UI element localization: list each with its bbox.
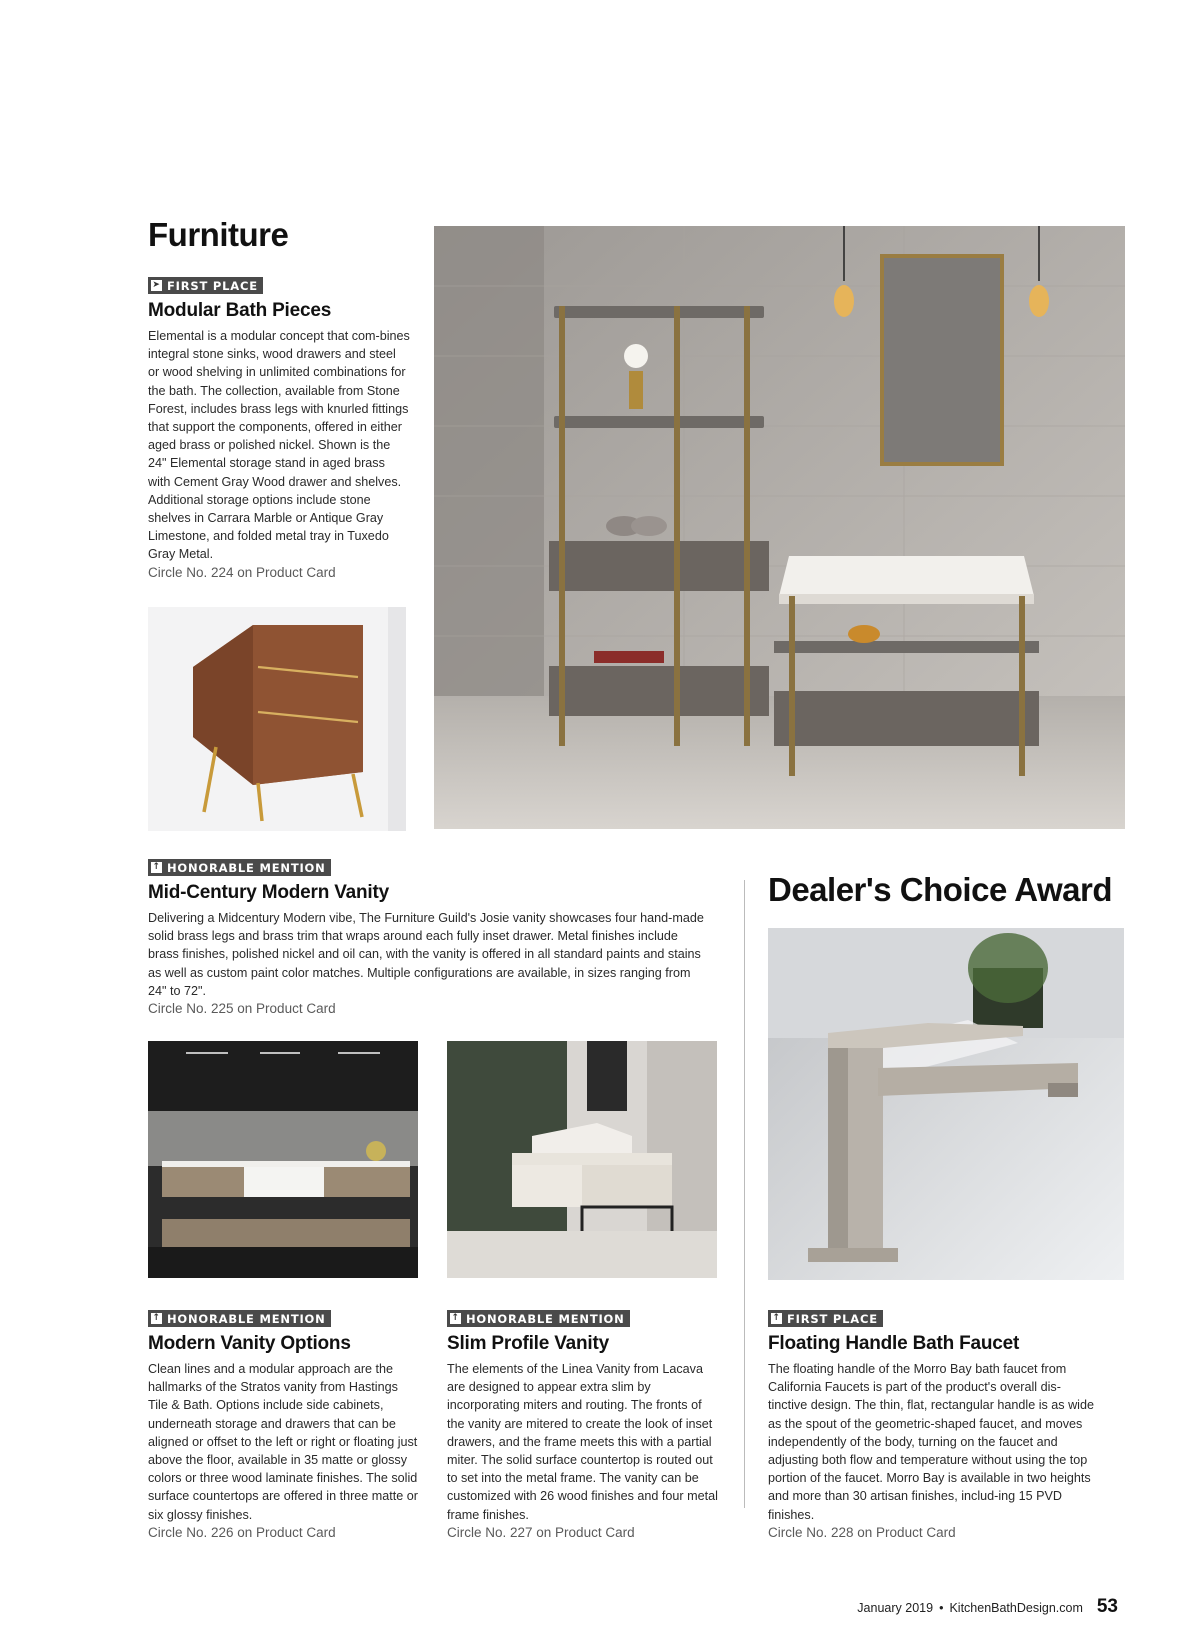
section-title-dealers-choice: Dealer's Choice Award [768, 871, 1112, 908]
josie-vanity-photo [148, 607, 406, 831]
arrow-up-icon: ↑ [152, 862, 161, 872]
badge-label: FIRST PLACE [167, 278, 258, 293]
item-body: Elemental is a modular concept that com-bines integral stone sinks, wood drawers and steel or wood shelving in unlimited combinations for the bath. The collection, available from Stone Forest, includes brass legs with knurled fittings that support the components, offered in either aged brass or polished nickel. Shown is the 24" Elemental storage stand in aged brass with Cement Gray Wood drawer and shelves. Additional storage options include stone shelves in Carrara Marble or Antique Gray Limestone, and folded metal tray in Tuxedo Gray Metal. [148, 329, 410, 562]
honorable-mention-badge [447, 1310, 630, 1327]
footer-separator: • [939, 1601, 944, 1615]
morro-bay-faucet-photo [768, 928, 1124, 1280]
item-body: Delivering a Midcentury Modern vibe, The Furniture Guild's Josie vanity showcases four hand-made solid brass legs and brass trim that wraps around each fully inset drawer. Metal finishes include brass finishes, polished nickel and oil can, with the vanity is offered in all standard paints and stains as well as custom paint color matches. Multiple configurations are available, in sizes ranging from 24" to 72". [148, 911, 704, 998]
footer-site: KitchenBathDesign.com [949, 1601, 1083, 1615]
honorable-mention-badge [148, 1310, 331, 1327]
item-body: The floating handle of the Morro Bay bath faucet from California Faucets is part of the product's overall dis-tinctive design. The thin, flat, rectangular handle is as wide as the spout of the geometric-shaped faucet, and moves independently of the body, turning on the faucet and adjusting both flow and temperature without using the top portion of the faucet. Morro Bay is available in two heights and more than 30 artisan finishes, includ-ing 15 PVD finishes. [768, 1362, 1094, 1522]
faucet-first-place-block [768, 1307, 1098, 1540]
linea-vanity-photo [447, 1041, 717, 1278]
badge-label: HONORABLE MENTION [167, 1311, 326, 1326]
column-divider [744, 880, 745, 1508]
first-place-badge [148, 277, 263, 294]
first-place-badge [768, 1310, 883, 1327]
circle-number: Circle No. 224 on Product Card [148, 564, 336, 580]
circle-number: Circle No. 227 on Product Card [447, 1524, 635, 1540]
section-title-furniture: Furniture [148, 216, 289, 253]
arrow-up-icon: ↑ [451, 1313, 460, 1323]
modular-bath-photo [434, 226, 1125, 829]
item-body: Clean lines and a modular approach are the hallmarks of the Stratos vanity from Hastings Tile & Bath. Options include side cabinets, underneath storage and drawers that can be aligned or offset to the left or right or floating just above the floor, available in 35 matte or glossy colors or three wood laminate finishes. The solid surface countertops are offered in three matte or six glossy finishes. [148, 1362, 418, 1522]
honorable-mention-badge [148, 859, 331, 876]
badge-label: HONORABLE MENTION [466, 1311, 625, 1326]
circle-number: Circle No. 226 on Product Card [148, 1524, 336, 1540]
arrow-up-icon: ↑ [152, 1313, 161, 1323]
item-title: Mid-Century Modern Vanity [148, 882, 389, 903]
badge-label: HONORABLE MENTION [167, 860, 326, 875]
arrow-up-icon: ↑ [772, 1313, 781, 1323]
hm-slim-profile-block [447, 1307, 719, 1540]
footer-issue: January 2019 [857, 1601, 934, 1615]
arrow-right-icon: ➤ [152, 280, 161, 290]
hm-midcentury-block [148, 856, 710, 1016]
item-body: The elements of the Linea Vanity from Lacava are designed to appear extra slim by incorporating miters and routing. The fronts of the vanity are mitered to create the look of inset drawers, and the frame meets this with a partial miter. The solid surface countertop is routed out to set into the metal frame. The vanity can be customized with 26 wood finishes and four metal frame finishes. [447, 1362, 718, 1522]
circle-number: Circle No. 225 on Product Card [148, 1001, 336, 1017]
item-title: Slim Profile Vanity [447, 1333, 609, 1354]
page-number: 53 [1096, 1596, 1118, 1617]
item-title: Modular Bath Pieces [148, 300, 332, 321]
item-title: Floating Handle Bath Faucet [768, 1333, 1020, 1354]
badge-label: FIRST PLACE [787, 1311, 878, 1326]
stratos-vanity-photo [148, 1041, 418, 1278]
page-footer [857, 1596, 1118, 1618]
item-title: Modern Vanity Options [148, 1333, 351, 1354]
circle-number: Circle No. 228 on Product Card [768, 1524, 956, 1540]
first-place-block [148, 274, 410, 580]
hm-modern-vanity-block [148, 1307, 420, 1540]
